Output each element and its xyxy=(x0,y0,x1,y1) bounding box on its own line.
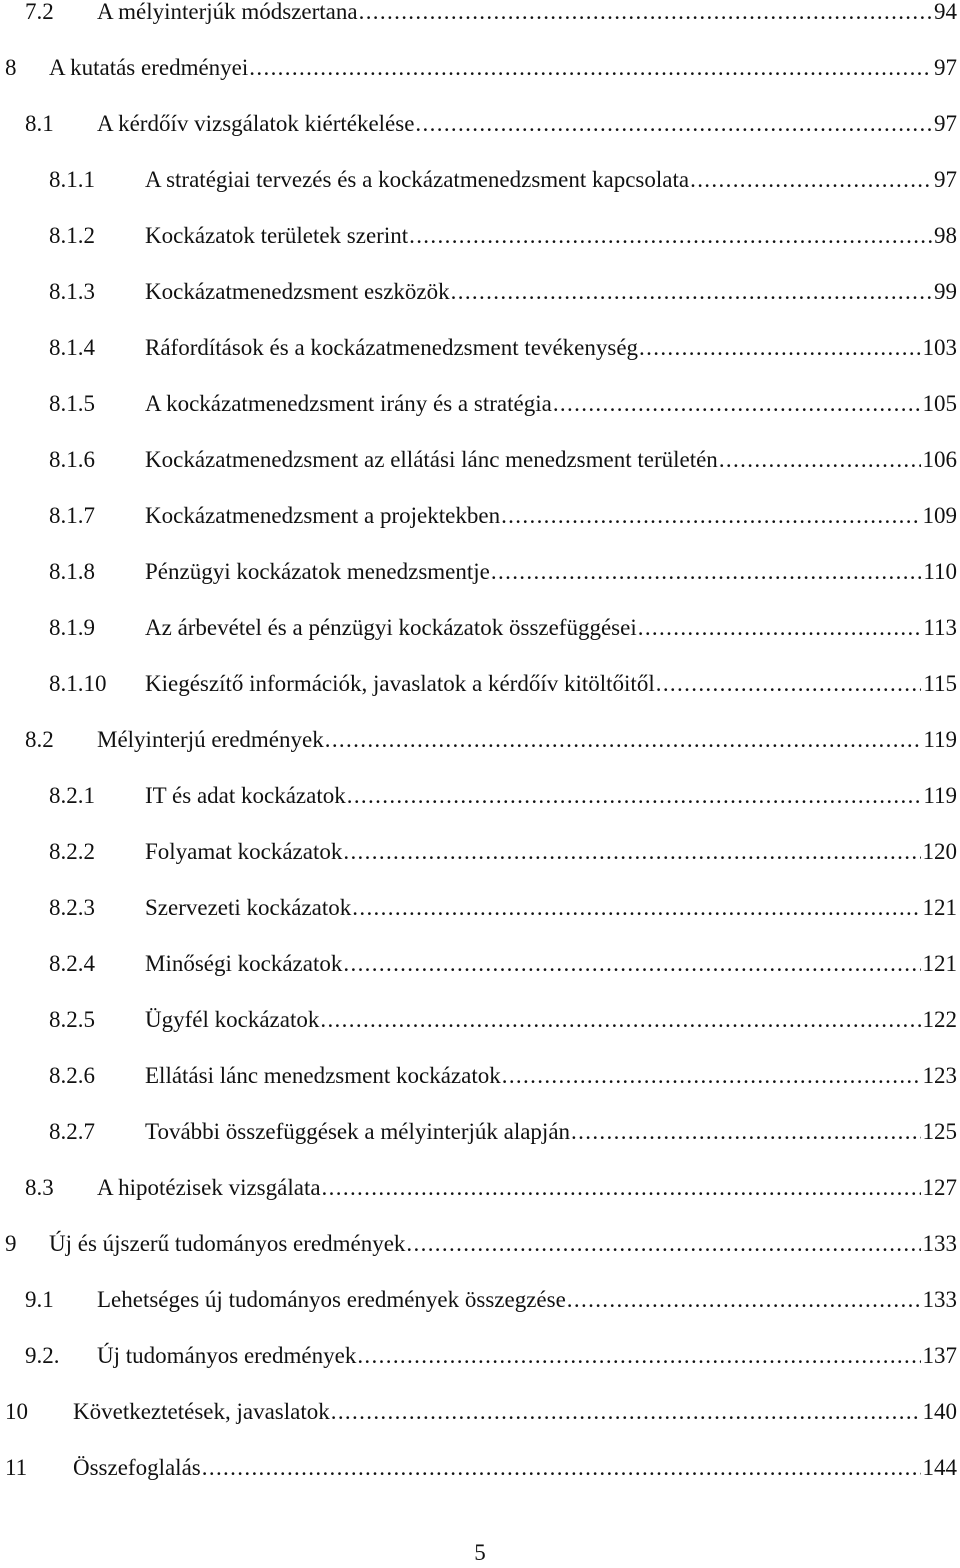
toc-entry-title: A hipotézisek vizsgálata xyxy=(97,1168,322,1208)
toc-entry-number: 8.2.6 xyxy=(49,1063,95,1088)
toc-entry-page: 120 xyxy=(921,832,960,872)
toc-dot-leader xyxy=(352,888,920,928)
toc-dot-leader xyxy=(553,384,921,424)
toc-entry-page: 125 xyxy=(921,1112,960,1152)
toc-dot-leader xyxy=(571,1112,920,1152)
toc-entry-number: 9 xyxy=(5,1231,17,1256)
toc-entry-body xyxy=(145,1056,960,1096)
toc-entry-title: A mélyinterjúk módszertana xyxy=(97,0,359,32)
toc-entry-page: 97 xyxy=(932,160,960,200)
toc-dot-leader xyxy=(567,1280,921,1320)
toc-entry[interactable] xyxy=(0,1336,960,1376)
toc-entry-number: 8.2.2 xyxy=(49,839,95,864)
toc-entry-title: A kérdőív vizsgálatok kiértékelése xyxy=(97,104,415,144)
toc-entry-page: 133 xyxy=(921,1224,960,1264)
toc-entry-body xyxy=(97,720,960,760)
toc-entry-number: 11 xyxy=(5,1455,28,1480)
toc-dot-leader xyxy=(320,1000,920,1040)
toc-entry[interactable] xyxy=(0,1224,960,1264)
toc-entry-body xyxy=(145,888,960,928)
toc-entry-number: 8.2 xyxy=(25,727,54,752)
toc-dot-leader xyxy=(322,1168,921,1208)
toc-entry-page: 94 xyxy=(932,0,960,32)
toc-entry-title: Mélyinterjú eredmények xyxy=(97,720,325,760)
toc-entry-body xyxy=(145,272,960,312)
toc-entry[interactable] xyxy=(0,1112,960,1152)
toc-entry-body xyxy=(97,1168,960,1208)
toc-entry-page: 140 xyxy=(921,1392,960,1432)
toc-dot-leader xyxy=(491,552,921,592)
toc-entry-number: 8.2.3 xyxy=(49,895,95,920)
toc-entry-page: 121 xyxy=(921,888,960,928)
toc-entry[interactable] xyxy=(0,48,960,88)
toc-entry[interactable] xyxy=(0,776,960,816)
toc-entry[interactable] xyxy=(0,440,960,480)
toc-entry[interactable] xyxy=(0,104,960,144)
toc-entry-title: Kockázatok területek szerint xyxy=(145,216,409,256)
toc-entry-number: 8.1.8 xyxy=(49,559,95,584)
toc-entry[interactable] xyxy=(0,832,960,872)
toc-entry-page: 99 xyxy=(932,272,960,312)
toc-entry-number: 8.2.1 xyxy=(49,783,95,808)
toc-entry-page: 122 xyxy=(921,1000,960,1040)
toc-entry-body xyxy=(145,552,960,592)
toc-entry[interactable] xyxy=(0,888,960,928)
toc-entry-page: 109 xyxy=(921,496,960,536)
toc-entry[interactable] xyxy=(0,216,960,256)
toc-entry-page: 106 xyxy=(921,440,960,480)
toc-entry-page: 98 xyxy=(932,216,960,256)
toc-entry-title: Összefoglalás xyxy=(73,1448,202,1488)
toc-entry-title: A kockázatmenedzsment irány és a stratégia xyxy=(145,384,553,424)
toc-entry-page: 97 xyxy=(932,48,960,88)
toc-entry-number: 8.1.2 xyxy=(49,223,95,248)
toc-entry-body xyxy=(145,440,960,480)
toc-entry-body xyxy=(145,944,960,984)
toc-dot-leader xyxy=(357,1336,920,1376)
toc-entry-body xyxy=(49,1224,960,1264)
toc-entry[interactable] xyxy=(0,944,960,984)
toc-entry-number: 10 xyxy=(5,1399,28,1424)
toc-entry-number: 8.1.3 xyxy=(49,279,95,304)
toc-entry-body xyxy=(145,1112,960,1152)
toc-dot-leader xyxy=(359,0,932,32)
toc-entry[interactable] xyxy=(0,1000,960,1040)
page-number: 5 xyxy=(474,1540,486,1565)
toc-entry-number: 8 xyxy=(5,55,17,80)
toc-entry-body xyxy=(73,1448,960,1488)
toc-entry-number: 9.1 xyxy=(25,1287,54,1312)
toc-entry[interactable] xyxy=(0,384,960,424)
toc-entry[interactable] xyxy=(0,1280,960,1320)
toc-entry-number: 8.1 xyxy=(25,111,54,136)
toc-entry-number: 8.2.7 xyxy=(49,1119,95,1144)
toc-entry[interactable] xyxy=(0,496,960,536)
toc-dot-leader xyxy=(343,944,920,984)
toc-entry-page: 133 xyxy=(921,1280,960,1320)
toc-dot-leader xyxy=(202,1448,921,1488)
toc-entry-page: 97 xyxy=(932,104,960,144)
toc-entry[interactable] xyxy=(0,1168,960,1208)
toc-entry-title: Új tudományos eredmények xyxy=(97,1336,357,1376)
toc-dot-leader xyxy=(249,48,932,88)
toc-entry-title: Kockázatmenedzsment a projektekben xyxy=(145,496,501,536)
toc-entry-title: Az árbevétel és a pénzügyi kockázatok összefüggései xyxy=(145,608,638,648)
toc-dot-leader xyxy=(347,776,922,816)
toc-entry-body xyxy=(145,664,960,704)
toc-entry-title: A kutatás eredményei xyxy=(49,48,249,88)
toc-entry[interactable] xyxy=(0,1448,960,1488)
toc-entry-number: 7.2 xyxy=(25,0,54,24)
toc-entry[interactable] xyxy=(0,272,960,312)
toc-entry-number: 8.1.9 xyxy=(49,615,95,640)
toc-entry-page: 119 xyxy=(921,776,960,816)
toc-entry-page: 123 xyxy=(921,1056,960,1096)
toc-entry-body xyxy=(73,1392,960,1432)
toc-entry-page: 110 xyxy=(921,552,960,592)
toc-entry[interactable] xyxy=(0,0,960,32)
toc-entry-title: Lehetséges új tudományos eredmények összegzése xyxy=(97,1280,567,1320)
toc-entry-page: 121 xyxy=(921,944,960,984)
toc-entry[interactable] xyxy=(0,1056,960,1096)
toc-entry-body xyxy=(145,160,960,200)
toc-entry-body xyxy=(145,832,960,872)
toc-entry-page: 127 xyxy=(921,1168,960,1208)
toc-entry-body xyxy=(145,216,960,256)
toc-entry[interactable] xyxy=(0,720,960,760)
toc-entry-title: Ráfordítások és a kockázatmenedzsment tevékenység xyxy=(145,328,639,368)
toc-entry-page: 144 xyxy=(921,1448,960,1488)
toc-entry-page: 105 xyxy=(921,384,960,424)
toc-entry[interactable] xyxy=(0,608,960,648)
toc-entry-title: A stratégiai tervezés és a kockázatmenedzsment kapcsolata xyxy=(145,160,690,200)
toc-entry-body xyxy=(97,0,960,32)
toc-entry-body xyxy=(97,1280,960,1320)
toc-dot-leader xyxy=(451,272,932,312)
toc-entry-title: Minőségi kockázatok xyxy=(145,944,343,984)
toc-dot-leader xyxy=(343,832,920,872)
toc-entry-page: 119 xyxy=(921,720,960,760)
toc-entry-number: 8.1.1 xyxy=(49,167,95,192)
toc-dot-leader xyxy=(638,608,922,648)
toc-entry-number: 8.2.5 xyxy=(49,1007,95,1032)
toc-entry-number: 8.1.7 xyxy=(49,503,95,528)
toc-entry-number: 8.1.10 xyxy=(49,671,107,696)
toc-entry-page: 137 xyxy=(921,1336,960,1376)
toc-entry-body xyxy=(145,328,960,368)
toc-entry-number: 8.1.4 xyxy=(49,335,95,360)
toc-entry[interactable] xyxy=(0,664,960,704)
toc-entry-title: IT és adat kockázatok xyxy=(145,776,347,816)
toc-entry-number: 8.2.4 xyxy=(49,951,95,976)
toc-dot-leader xyxy=(409,216,932,256)
toc-entry-number: 9.2. xyxy=(25,1343,60,1368)
toc-dot-leader xyxy=(501,496,920,536)
toc-entry[interactable] xyxy=(0,160,960,200)
toc-entry-number: 8.1.5 xyxy=(49,391,95,416)
toc-entry-title: Ellátási lánc menedzsment kockázatok xyxy=(145,1056,502,1096)
toc-entry-title: További összefüggések a mélyinterjúk alapján xyxy=(145,1112,571,1152)
toc-entry-body xyxy=(145,496,960,536)
toc-dot-leader xyxy=(415,104,932,144)
toc-entry-body xyxy=(97,104,960,144)
toc-entry-title: Szervezeti kockázatok xyxy=(145,888,352,928)
toc-entry-page: 103 xyxy=(921,328,960,368)
toc-entry-title: Következtetések, javaslatok xyxy=(73,1392,331,1432)
toc-entry-page: 113 xyxy=(921,608,960,648)
toc-entry-body xyxy=(145,384,960,424)
toc-entry-title: Ügyfél kockázatok xyxy=(145,1000,320,1040)
toc-entry[interactable] xyxy=(0,552,960,592)
toc-entry-title: Folyamat kockázatok xyxy=(145,832,343,872)
toc-dot-leader xyxy=(406,1224,920,1264)
toc-dot-leader xyxy=(656,664,922,704)
toc-dot-leader xyxy=(690,160,932,200)
toc-dot-leader xyxy=(719,440,921,480)
toc-entry[interactable] xyxy=(0,1392,960,1432)
toc-entry-body xyxy=(97,1336,960,1376)
toc-entry-title: Kiegészítő információk, javaslatok a kérdőív kitöltőitől xyxy=(145,664,656,704)
toc-entry[interactable] xyxy=(0,328,960,368)
toc-entry-title: Pénzügyi kockázatok menedzsmentje xyxy=(145,552,491,592)
toc-dot-leader xyxy=(639,328,920,368)
toc-dot-leader xyxy=(325,720,922,760)
toc-entry-body xyxy=(145,776,960,816)
toc-entry-title: Kockázatmenedzsment az ellátási lánc menedzsment területén xyxy=(145,440,719,480)
toc-entry-number: 8.3 xyxy=(25,1175,54,1200)
toc-entry-title: Kockázatmenedzsment eszközök xyxy=(145,272,451,312)
toc-entry-body xyxy=(145,1000,960,1040)
toc-entry-number: 8.1.6 xyxy=(49,447,95,472)
toc-dot-leader xyxy=(502,1056,921,1096)
toc-entry-body xyxy=(145,608,960,648)
toc-entry-title: Új és újszerű tudományos eredmények xyxy=(49,1224,406,1264)
toc-entry-page: 115 xyxy=(921,664,960,704)
toc-dot-leader xyxy=(331,1392,921,1432)
toc-entry-body xyxy=(49,48,960,88)
